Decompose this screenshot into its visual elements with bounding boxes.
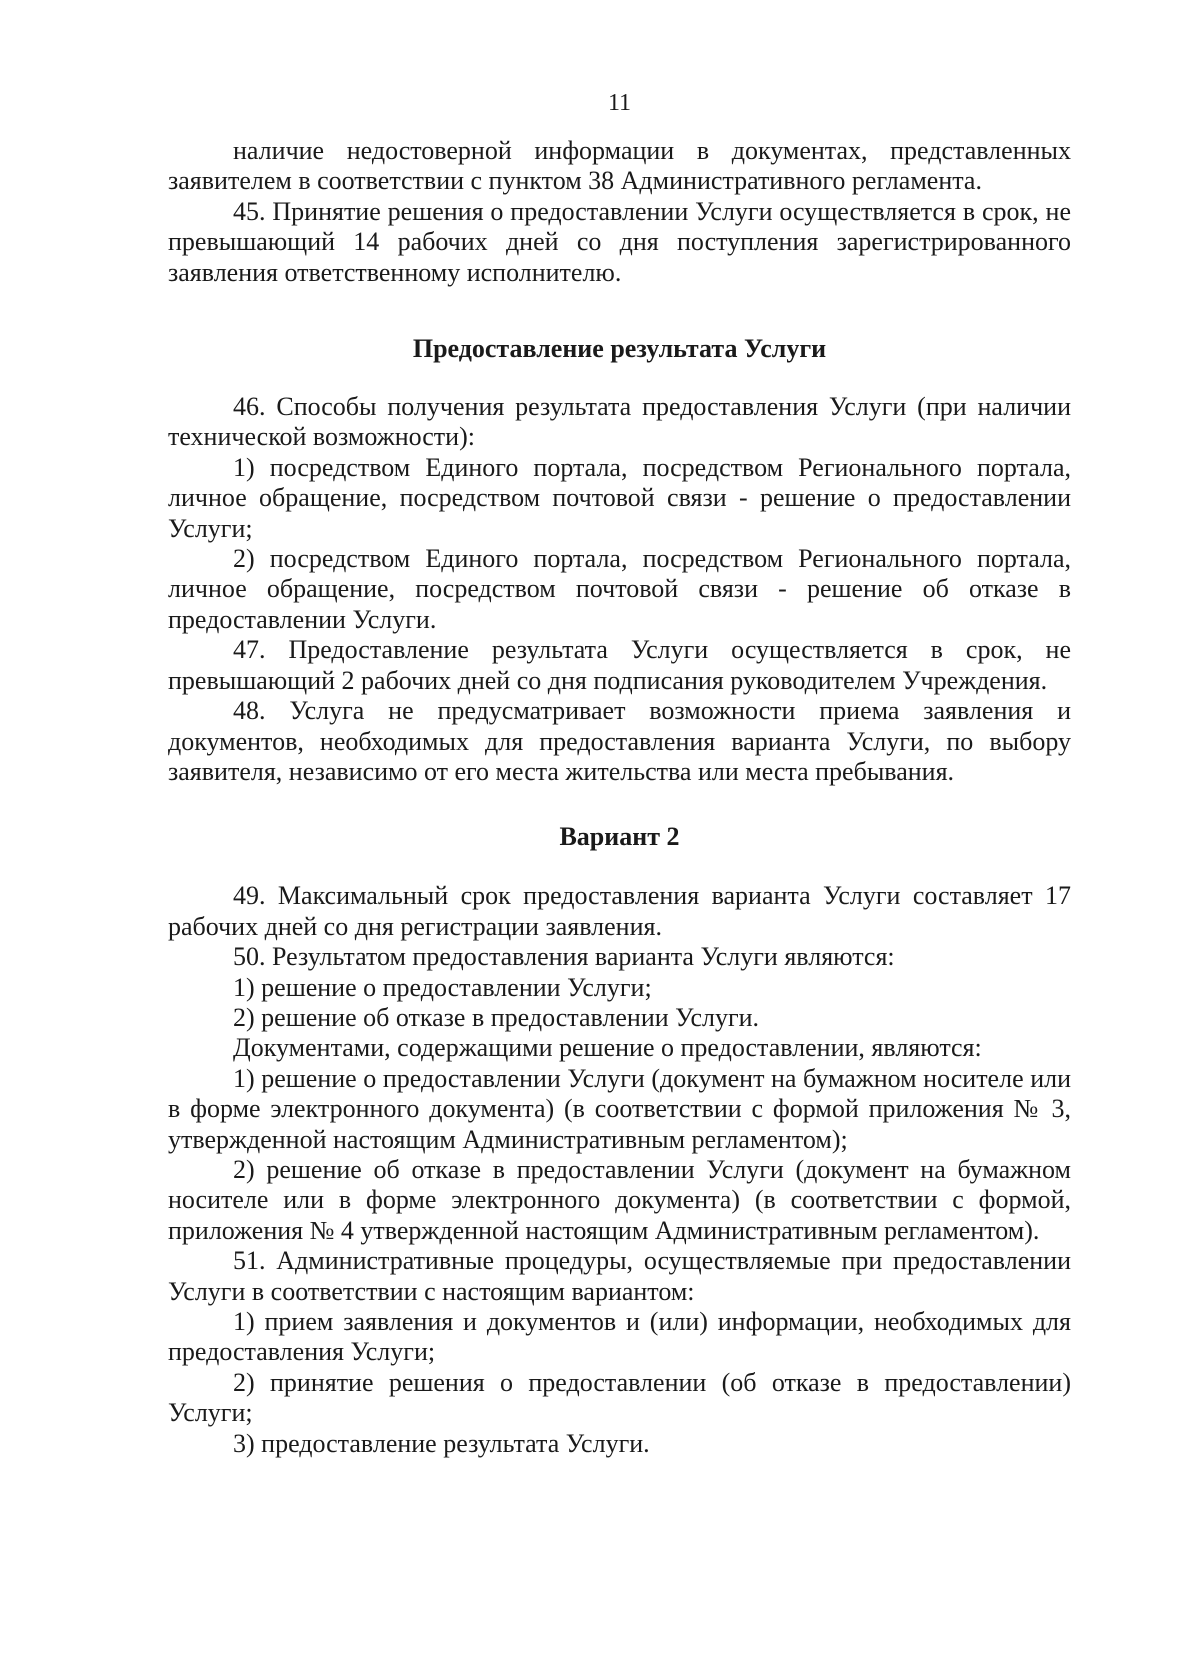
paragraph: 2) решение об отказе в предоставлении Услуги. (233, 1002, 760, 1032)
paragraph: 2) решение об отказе в предоставлении Услуги (документ на бумажном носителе или в форме электронного документа) (в соответствии с формой, приложения № 4 утвержденной настоящим Административным регламентом). (168, 1154, 1071, 1245)
paragraph: 3) предоставление результата Услуги. (233, 1428, 650, 1458)
paragraph: наличие недостоверной информации в документах, представленных заявителем в соответствии с пунктом 38 Административного регламента. (168, 136, 1071, 196)
section-heading-variant: Вариант 2 (559, 822, 680, 852)
section-result-provision (168, 392, 1071, 787)
paragraph: 2) принятие решения о предоставлении (об отказе в предоставлении) Услуги; (168, 1367, 1071, 1428)
paragraph: 1) посредством Единого портала, посредством Регионального портала, личное обращение, посредством почтовой связи - решение о предоставлении Услуги; (168, 452, 1071, 543)
paragraph: Документами, содержащими решение о предоставлении, являются: (233, 1033, 982, 1063)
paragraph: 50. Результатом предоставления варианта Услуги являются: (233, 942, 895, 972)
paragraph: 49. Максимальный срок предоставления варианта Услуги составляет 17 рабочих дней со дня регистрации заявления. (168, 881, 1071, 941)
section-heading-result: Предоставление результата Услуги (412, 334, 827, 364)
document-page (168, 88, 1071, 1459)
paragraph: 48. Услуга не предусматривает возможности приема заявления и документов, необходимых для предоставления варианта Услуги, по выбору заявителя, независимо от его места жительства или места пребывания. (168, 696, 1071, 786)
paragraph: 46. Способы получения результата предоставления Услуги (при наличии технической возможности): (168, 392, 1071, 452)
paragraph: 1) прием заявления и документов и (или) информации, необходимых для предоставления Услуги; (168, 1307, 1071, 1367)
section-continuation (168, 136, 1071, 288)
paragraph: 1) решение о предоставлении Услуги (документ на бумажном носителе или в форме электронного документа) (в соответствии с формой приложения № 3, утвержденной настоящим Административным регламентом); (168, 1063, 1071, 1154)
paragraph: 45. Принятие решения о предоставлении Услуги осуществляется в срок, не превышающий 14 рабочих дней со дня поступления зарегистрированного заявления ответственному исполнителю. (168, 196, 1071, 287)
paragraph: 1) решение о предоставлении Услуги; (233, 972, 652, 1002)
paragraph: 47. Предоставление результата Услуги осуществляется в срок, не превышающий 2 рабочих дней со дня подписания руководителем Учреждения. (168, 635, 1071, 695)
section-variant-2 (168, 881, 1071, 1459)
paragraph: 51. Административные процедуры, осуществляемые при предоставлении Услуги в соответствии с настоящим вариантом: (168, 1246, 1071, 1306)
paragraph: 2) посредством Единого портала, посредством Регионального портала, личное обращение, посредством почтовой связи - решение об отказе в предоставлении Услуги. (168, 544, 1071, 634)
page-number: 11 (607, 90, 632, 116)
